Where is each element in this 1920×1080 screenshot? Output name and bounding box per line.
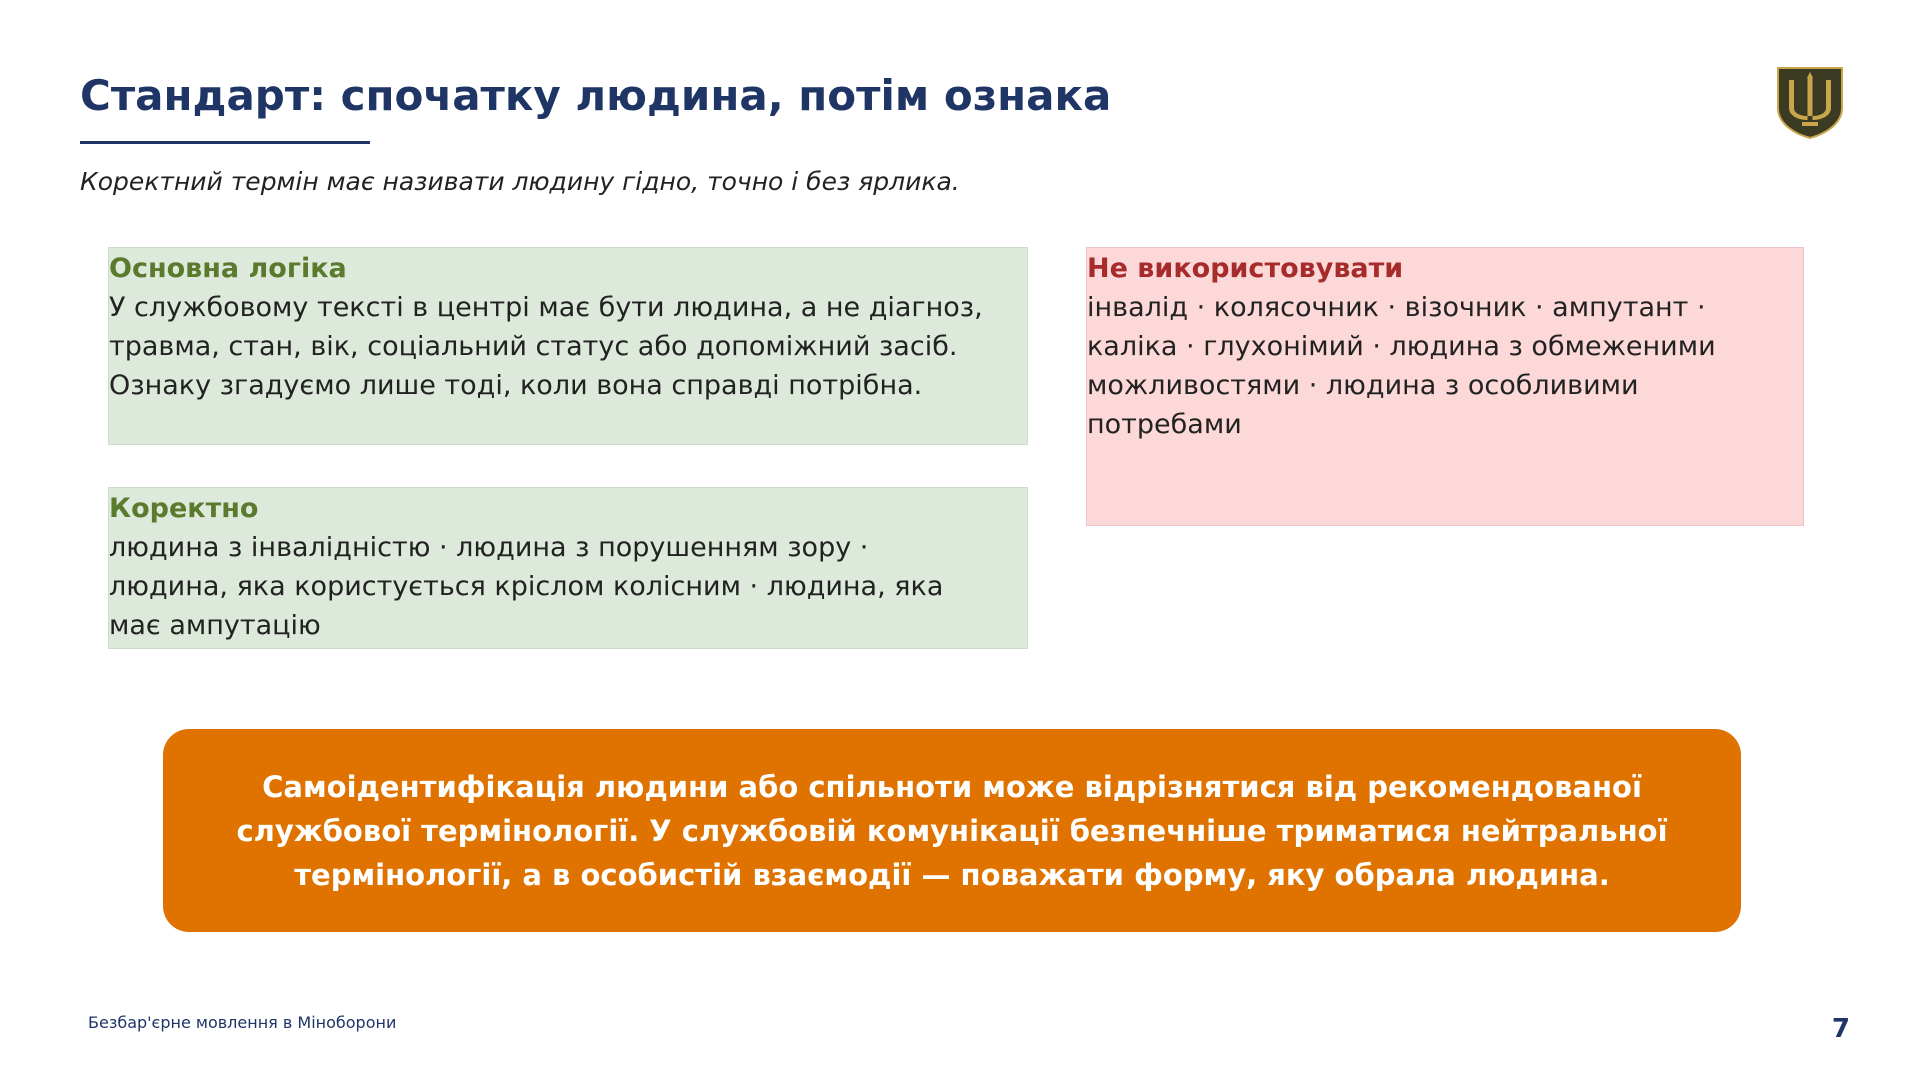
slide-subtitle: Коректний термін має називати людину гідно, точно і без ярлика. <box>80 167 960 196</box>
logic-box <box>108 247 1028 445</box>
logic-line: Ознаку згадуємо лише тоді, коли вона справді потрібна. <box>109 370 923 401</box>
page-number: 7 <box>1831 1014 1850 1044</box>
footer-text: Безбар'єрне мовлення в Міноборони <box>88 1013 397 1032</box>
dont-use-line: інвалід · колясочник · візочник · ампутант · <box>1087 292 1706 323</box>
trident-shield-icon <box>1775 64 1845 140</box>
logic-line: травма, стан, вік, соціальний статус або допоміжний засіб. <box>109 331 958 362</box>
dont-use-box <box>1086 247 1804 526</box>
correct-box <box>108 487 1028 649</box>
callout-line: службової термінології. У службовій комунікації безпечніше триматися нейтральної <box>236 813 1668 848</box>
dont-use-line: каліка · глухонімий · людина з обмеженими <box>1087 331 1716 362</box>
correct-line: має ампутацію <box>109 610 321 641</box>
title-underline <box>80 141 370 144</box>
dont-use-line: потребами <box>1087 409 1242 440</box>
logic-heading: Основна логіка <box>109 253 347 284</box>
correct-heading: Коректно <box>109 493 259 524</box>
slide-title: Стандарт: спочатку людина, потім ознака <box>80 71 1112 120</box>
callout-line: термінології, а в особистій взаємодії — поважати форму, яку обрала людина. <box>294 857 1610 892</box>
callout-line: Самоідентифікація людини або спільноти може відрізнятися від рекомендованої <box>262 769 1642 804</box>
callout-box <box>163 729 1741 932</box>
correct-line: людина, яка користується кріслом колісним · людина, яка <box>109 571 944 602</box>
logic-line: У службовому тексті в центрі має бути людина, а не діагноз, <box>109 292 983 323</box>
dont-use-heading: Не використовувати <box>1087 253 1404 284</box>
dont-use-line: можливостями · людина з особливими <box>1087 370 1639 401</box>
correct-line: людина з інвалідністю · людина з порушенням зору · <box>109 532 869 563</box>
